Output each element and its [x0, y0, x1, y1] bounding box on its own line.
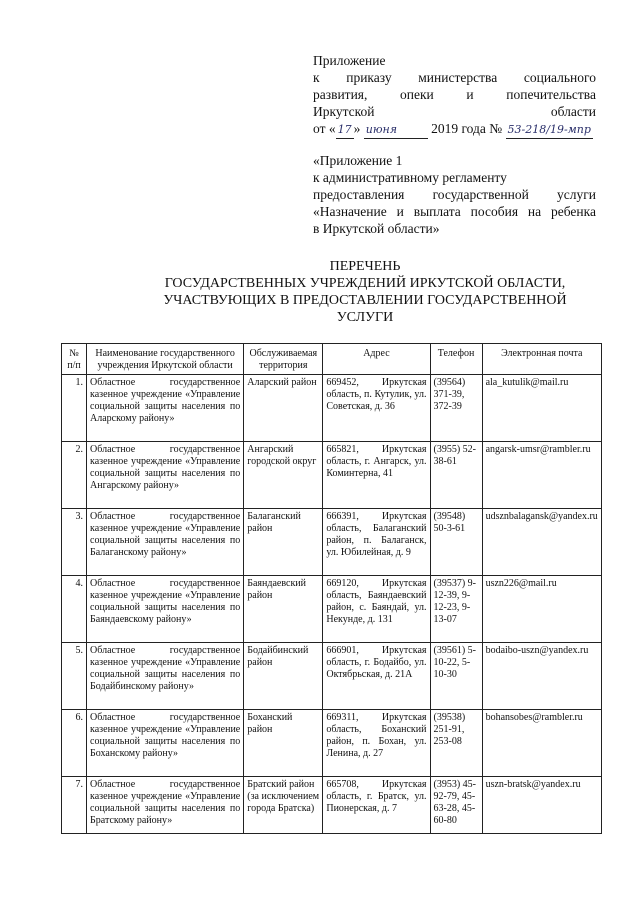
- row-address: 666901, Иркутская область, г. Бодайбо, ул. Октябрьская, д. 21А: [323, 643, 430, 710]
- row-num: 7.: [62, 777, 87, 834]
- annex-regulation-block: [313, 152, 596, 237]
- row-territory: Аларский район: [244, 375, 323, 442]
- row-name: Областное государственное казенное учреждение «Управление социальной защиты населения по Братскому району»: [87, 777, 244, 834]
- row-phone: (39564) 371-39, 372-39: [430, 375, 482, 442]
- row-address: 665708, Иркутская область, г. Братск, ул. Пионерская, д. 7: [323, 777, 430, 834]
- heading-line-3: УЧАСТВУЮЩИХ В ПРЕДОСТАВЛЕНИИ ГОСУДАРСТВЕННОЙ: [163, 293, 567, 308]
- row-address: 669452, Иркутская область, п. Кутулик, ул. Советская, д. 36: [323, 375, 430, 442]
- table-row: [62, 576, 602, 643]
- row-territory: Бодайбинский район: [244, 643, 323, 710]
- table-row: [62, 509, 602, 576]
- row-email: ala_kutulik@mail.ru: [482, 375, 601, 442]
- heading-line-4: УСЛУГИ: [336, 310, 394, 325]
- header-name: Наименование государственного учреждения Иркутской области: [87, 344, 244, 375]
- header-email: Электронная почта: [482, 344, 601, 375]
- row-territory: Ангарский городской округ: [244, 442, 323, 509]
- row-name: Областное государственное казенное учреждение «Управление социальной защиты населения по Балаганскому району»: [87, 509, 244, 576]
- row-num: 5.: [62, 643, 87, 710]
- row-address: 666391, Иркутская область, Балаганский район, п. Балаганск, ул. Юбилейная, д. 9: [323, 509, 430, 576]
- row-territory: Боханский район: [244, 710, 323, 777]
- annex-block: [313, 52, 596, 139]
- document-heading: [130, 258, 600, 326]
- row-num: 1.: [62, 375, 87, 442]
- annex-line-2: к приказу министерства социального: [313, 70, 596, 85]
- row-num: 6.: [62, 710, 87, 777]
- row-email: uszn-bratsk@yandex.ru: [482, 777, 601, 834]
- header-phone: Телефон: [430, 344, 482, 375]
- date-month-handwritten: июня: [364, 121, 428, 139]
- row-name: Областное государственное казенное учреждение «Управление социальной защиты населения по Аларскому району»: [87, 375, 244, 442]
- row-email: bodaibo-uszn@yandex.ru: [482, 643, 601, 710]
- order-number-handwritten: 53-218/19-мпр: [506, 121, 593, 139]
- row-email: uszn226@mail.ru: [482, 576, 601, 643]
- date-day-handwritten: 17: [336, 121, 354, 139]
- table-row: [62, 643, 602, 710]
- heading-line-2: ГОСУДАРСТВЕННЫХ УЧРЕЖДЕНИЙ ИРКУТСКОЙ ОБЛАСТИ,: [164, 276, 566, 291]
- date-year: 2019 года №: [427, 121, 503, 136]
- row-email: angarsk-umsr@rambler.ru: [482, 442, 601, 509]
- table-row: [62, 777, 602, 834]
- row-phone: (39548) 50-3-61: [430, 509, 482, 576]
- row-name: Областное государственное казенное учреждение «Управление социальной защиты населения по Ангарскому району»: [87, 442, 244, 509]
- annex2-line-5: в Иркутской области»: [313, 221, 440, 236]
- date-prefix: от «: [313, 121, 336, 136]
- table-row: [62, 375, 602, 442]
- header-num: № п/п: [62, 344, 87, 375]
- row-email: bohansobes@rambler.ru: [482, 710, 601, 777]
- annex2-line-4: «Назначение и выплата пособия на ребенка: [313, 204, 596, 219]
- table-header-row: [62, 344, 602, 375]
- date-mid: »: [353, 121, 364, 136]
- row-name: Областное государственное казенное учреждение «Управление социальной защиты населения по Бодайбинскому району»: [87, 643, 244, 710]
- row-phone: (39537) 9-12-39, 9-12-23, 9-13-07: [430, 576, 482, 643]
- row-territory: Балаганский район: [244, 509, 323, 576]
- row-address: 669120, Иркутская область, Баяндаевский район, с. Баяндай, ул. Некунде, д. 131: [323, 576, 430, 643]
- annex2-line-3: предоставления государственной услуги: [313, 187, 596, 202]
- row-phone: (3953) 45-92-79, 45-63-28, 45-60-80: [430, 777, 482, 834]
- row-num: 2.: [62, 442, 87, 509]
- table-row: [62, 710, 602, 777]
- annex2-line-2: к административному регламенту: [313, 170, 507, 185]
- row-name: Областное государственное казенное учреждение «Управление социальной защиты населения по Баяндаевскому району»: [87, 576, 244, 643]
- annex-title: Приложение: [313, 53, 386, 68]
- row-email: udsznbalagansk@yandex.ru: [482, 509, 601, 576]
- row-address: 665821, Иркутская область, г. Ангарск, ул. Коминтерна, 41: [323, 442, 430, 509]
- row-territory: Баяндаевский район: [244, 576, 323, 643]
- annex-date-line: [313, 120, 596, 139]
- row-num: 3.: [62, 509, 87, 576]
- row-phone: (39561) 5-10-22, 5-10-30: [430, 643, 482, 710]
- table-row: [62, 442, 602, 509]
- institutions-table: [61, 343, 602, 834]
- row-name: Областное государственное казенное учреждение «Управление социальной защиты населения по Боханскому району»: [87, 710, 244, 777]
- row-phone: (3955) 52-38-61: [430, 442, 482, 509]
- row-num: 4.: [62, 576, 87, 643]
- annex-line-4: Иркутской области: [313, 104, 596, 119]
- row-address: 669311, Иркутская область, Боханский район, п. Бохан, ул. Ленина, д. 27: [323, 710, 430, 777]
- header-territory: Обслуживаемая территория: [244, 344, 323, 375]
- annex-line-3: развития, опеки и попечительства: [313, 87, 596, 102]
- annex2-line-1: «Приложение 1: [313, 153, 403, 168]
- row-territory: Братский район (за исключением города Братска): [244, 777, 323, 834]
- row-phone: (39538) 251-91, 253-08: [430, 710, 482, 777]
- header-address: Адрес: [323, 344, 430, 375]
- heading-line-1: ПЕРЕЧЕНЬ: [329, 259, 401, 274]
